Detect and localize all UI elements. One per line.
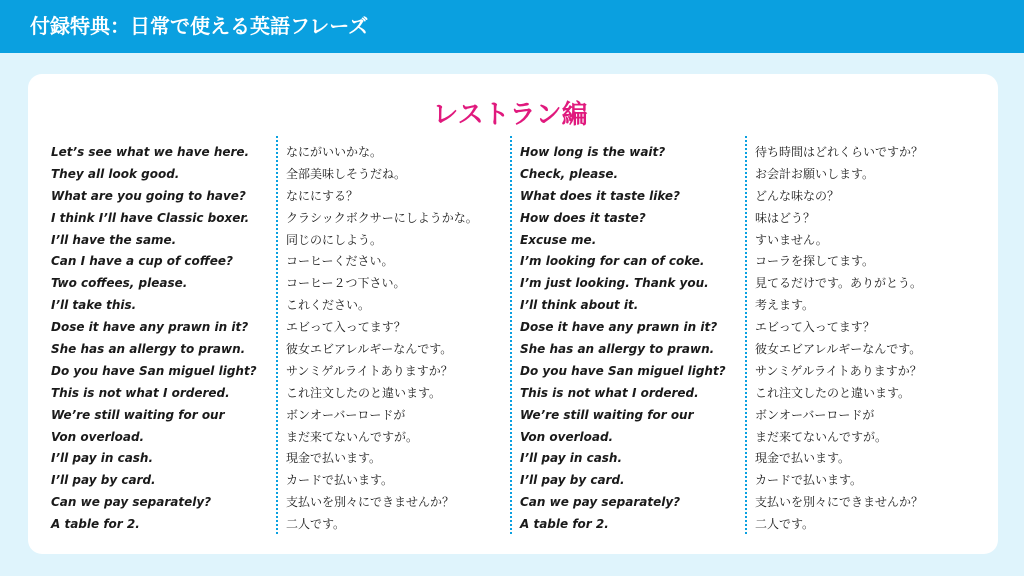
english-phrase: Do you have San miguel light?: [520, 363, 726, 378]
japanese-phrase: これ注文したのと違います。: [755, 385, 911, 400]
japanese-phrase: 見てるだけです。ありがとう。: [755, 276, 923, 291]
phrase-card: [28, 74, 998, 554]
column-divider: [510, 136, 512, 534]
japanese-phrase: 彼女エビアレルギーなんです。: [286, 342, 453, 357]
english-phrase: I think I’ll have Classic boxer.: [51, 210, 250, 225]
japanese-phrase: サンミゲルライトありますか？: [755, 363, 922, 378]
english-phrase: Von overload.: [520, 429, 614, 444]
japanese-phrase: まだ来てないんですが。: [755, 429, 888, 444]
japanese-phrase: これ注文したのと違います。: [286, 385, 442, 400]
english-phrase: Can we pay separately?: [520, 495, 681, 510]
japanese-column-1: [286, 142, 478, 536]
english-phrase: Dose it have any prawn in it?: [520, 320, 718, 335]
english-phrase: What are you going to have?: [51, 188, 246, 203]
japanese-phrase: すいません。: [755, 232, 828, 247]
japanese-phrase: サンミゲルライトありますか？: [286, 363, 453, 378]
japanese-phrase: コーヒーください。: [286, 254, 394, 269]
japanese-phrase: クラシックボクサーにしようかな。: [286, 210, 478, 225]
english-phrase: How does it taste?: [520, 210, 646, 225]
english-phrase: I’ll pay in cash.: [520, 451, 623, 466]
japanese-phrase: 同じのにしよう。: [286, 232, 383, 247]
english-phrase: I’m just looking. Thank you.: [520, 276, 709, 291]
japanese-phrase: 現金で払います。: [755, 451, 851, 466]
japanese-phrase: なににする？: [286, 188, 359, 203]
english-phrase: She has an allergy to prawn.: [520, 342, 715, 357]
japanese-phrase: エビって入ってます？: [286, 320, 406, 335]
english-phrase: Do you have San miguel light?: [51, 363, 257, 378]
japanese-phrase: 支払いを別々にできませんか？: [755, 495, 924, 510]
english-phrase: What does it taste like?: [520, 188, 681, 203]
japanese-phrase: なにがいいかな。: [286, 145, 383, 159]
page-title: 付録特典：日常で使える英語フレーズ: [30, 14, 369, 38]
section-title: レストラン編: [432, 100, 588, 130]
japanese-phrase: 全部美味しそうだね。: [286, 166, 407, 181]
japanese-phrase: カードで払います。: [755, 473, 863, 488]
japanese-phrase: エビって入ってます？: [755, 320, 875, 335]
japanese-column-2: [755, 142, 923, 536]
english-phrase: Dose it have any prawn in it?: [51, 320, 249, 335]
english-phrase: Let’s see what we have here.: [51, 145, 250, 159]
english-phrase: Can we pay separately?: [51, 495, 212, 510]
japanese-phrase: これください。: [286, 298, 371, 313]
japanese-phrase: 考えます。: [755, 298, 815, 313]
japanese-phrase: コーヒー２つ下さい。: [286, 276, 406, 291]
japanese-phrase: どんな味なの？: [755, 188, 840, 203]
japanese-phrase: カードで払います。: [286, 473, 394, 488]
english-phrase: I’ll pay by card.: [51, 473, 156, 488]
english-phrase: A table for 2.: [51, 517, 140, 532]
japanese-phrase: 二人です。: [755, 517, 815, 532]
english-phrase: Two coffees, please.: [51, 276, 188, 291]
japanese-phrase: 味はどう？: [755, 210, 816, 225]
english-phrase: I’ll pay by card.: [520, 473, 625, 488]
japanese-phrase: ボンオーバーロードが: [755, 407, 875, 422]
english-phrase: This is not what I ordered.: [51, 385, 230, 400]
japanese-phrase: 支払いを別々にできませんか？: [286, 495, 455, 510]
english-phrase: We’re still waiting for our: [51, 407, 225, 422]
japanese-phrase: お会計お願いします。: [755, 166, 875, 181]
japanese-phrase: まだ来てないんですが。: [286, 429, 419, 444]
japanese-phrase: 二人です。: [286, 517, 346, 532]
column-divider: [745, 136, 747, 534]
english-phrase: I’ll take this.: [51, 298, 137, 313]
japanese-phrase: 待ち時間はどれくらいですか？: [755, 145, 924, 159]
english-phrase: I’ll have the same.: [51, 232, 177, 247]
english-phrase: Excuse me.: [520, 232, 597, 247]
japanese-phrase: コーラを探してます。: [755, 254, 875, 269]
english-phrase: We’re still waiting for our: [520, 407, 694, 422]
english-phrase: I’m looking for can of coke.: [520, 254, 705, 269]
english-column-2: [520, 142, 726, 536]
japanese-phrase: 彼女エビアレルギーなんです。: [755, 342, 922, 357]
japanese-phrase: 現金で払います。: [286, 451, 382, 466]
english-phrase: Von overload.: [51, 429, 145, 444]
english-phrase: I’ll think about it.: [520, 298, 639, 313]
english-phrase: Can I have a cup of coffee?: [51, 254, 233, 269]
english-phrase: This is not what I ordered.: [520, 385, 699, 400]
english-phrase: I’ll pay in cash.: [51, 451, 154, 466]
japanese-phrase: ボンオーバーロードが: [286, 407, 406, 422]
english-phrase: Check, please.: [520, 166, 619, 181]
column-divider: [276, 136, 278, 534]
english-phrase: She has an allergy to prawn.: [51, 342, 246, 357]
english-phrase: How long is the wait?: [520, 145, 666, 159]
english-phrase: They all look good.: [51, 166, 180, 181]
english-phrase: A table for 2.: [520, 517, 609, 532]
header-bar: [0, 0, 1024, 53]
english-column-1: [51, 142, 257, 536]
